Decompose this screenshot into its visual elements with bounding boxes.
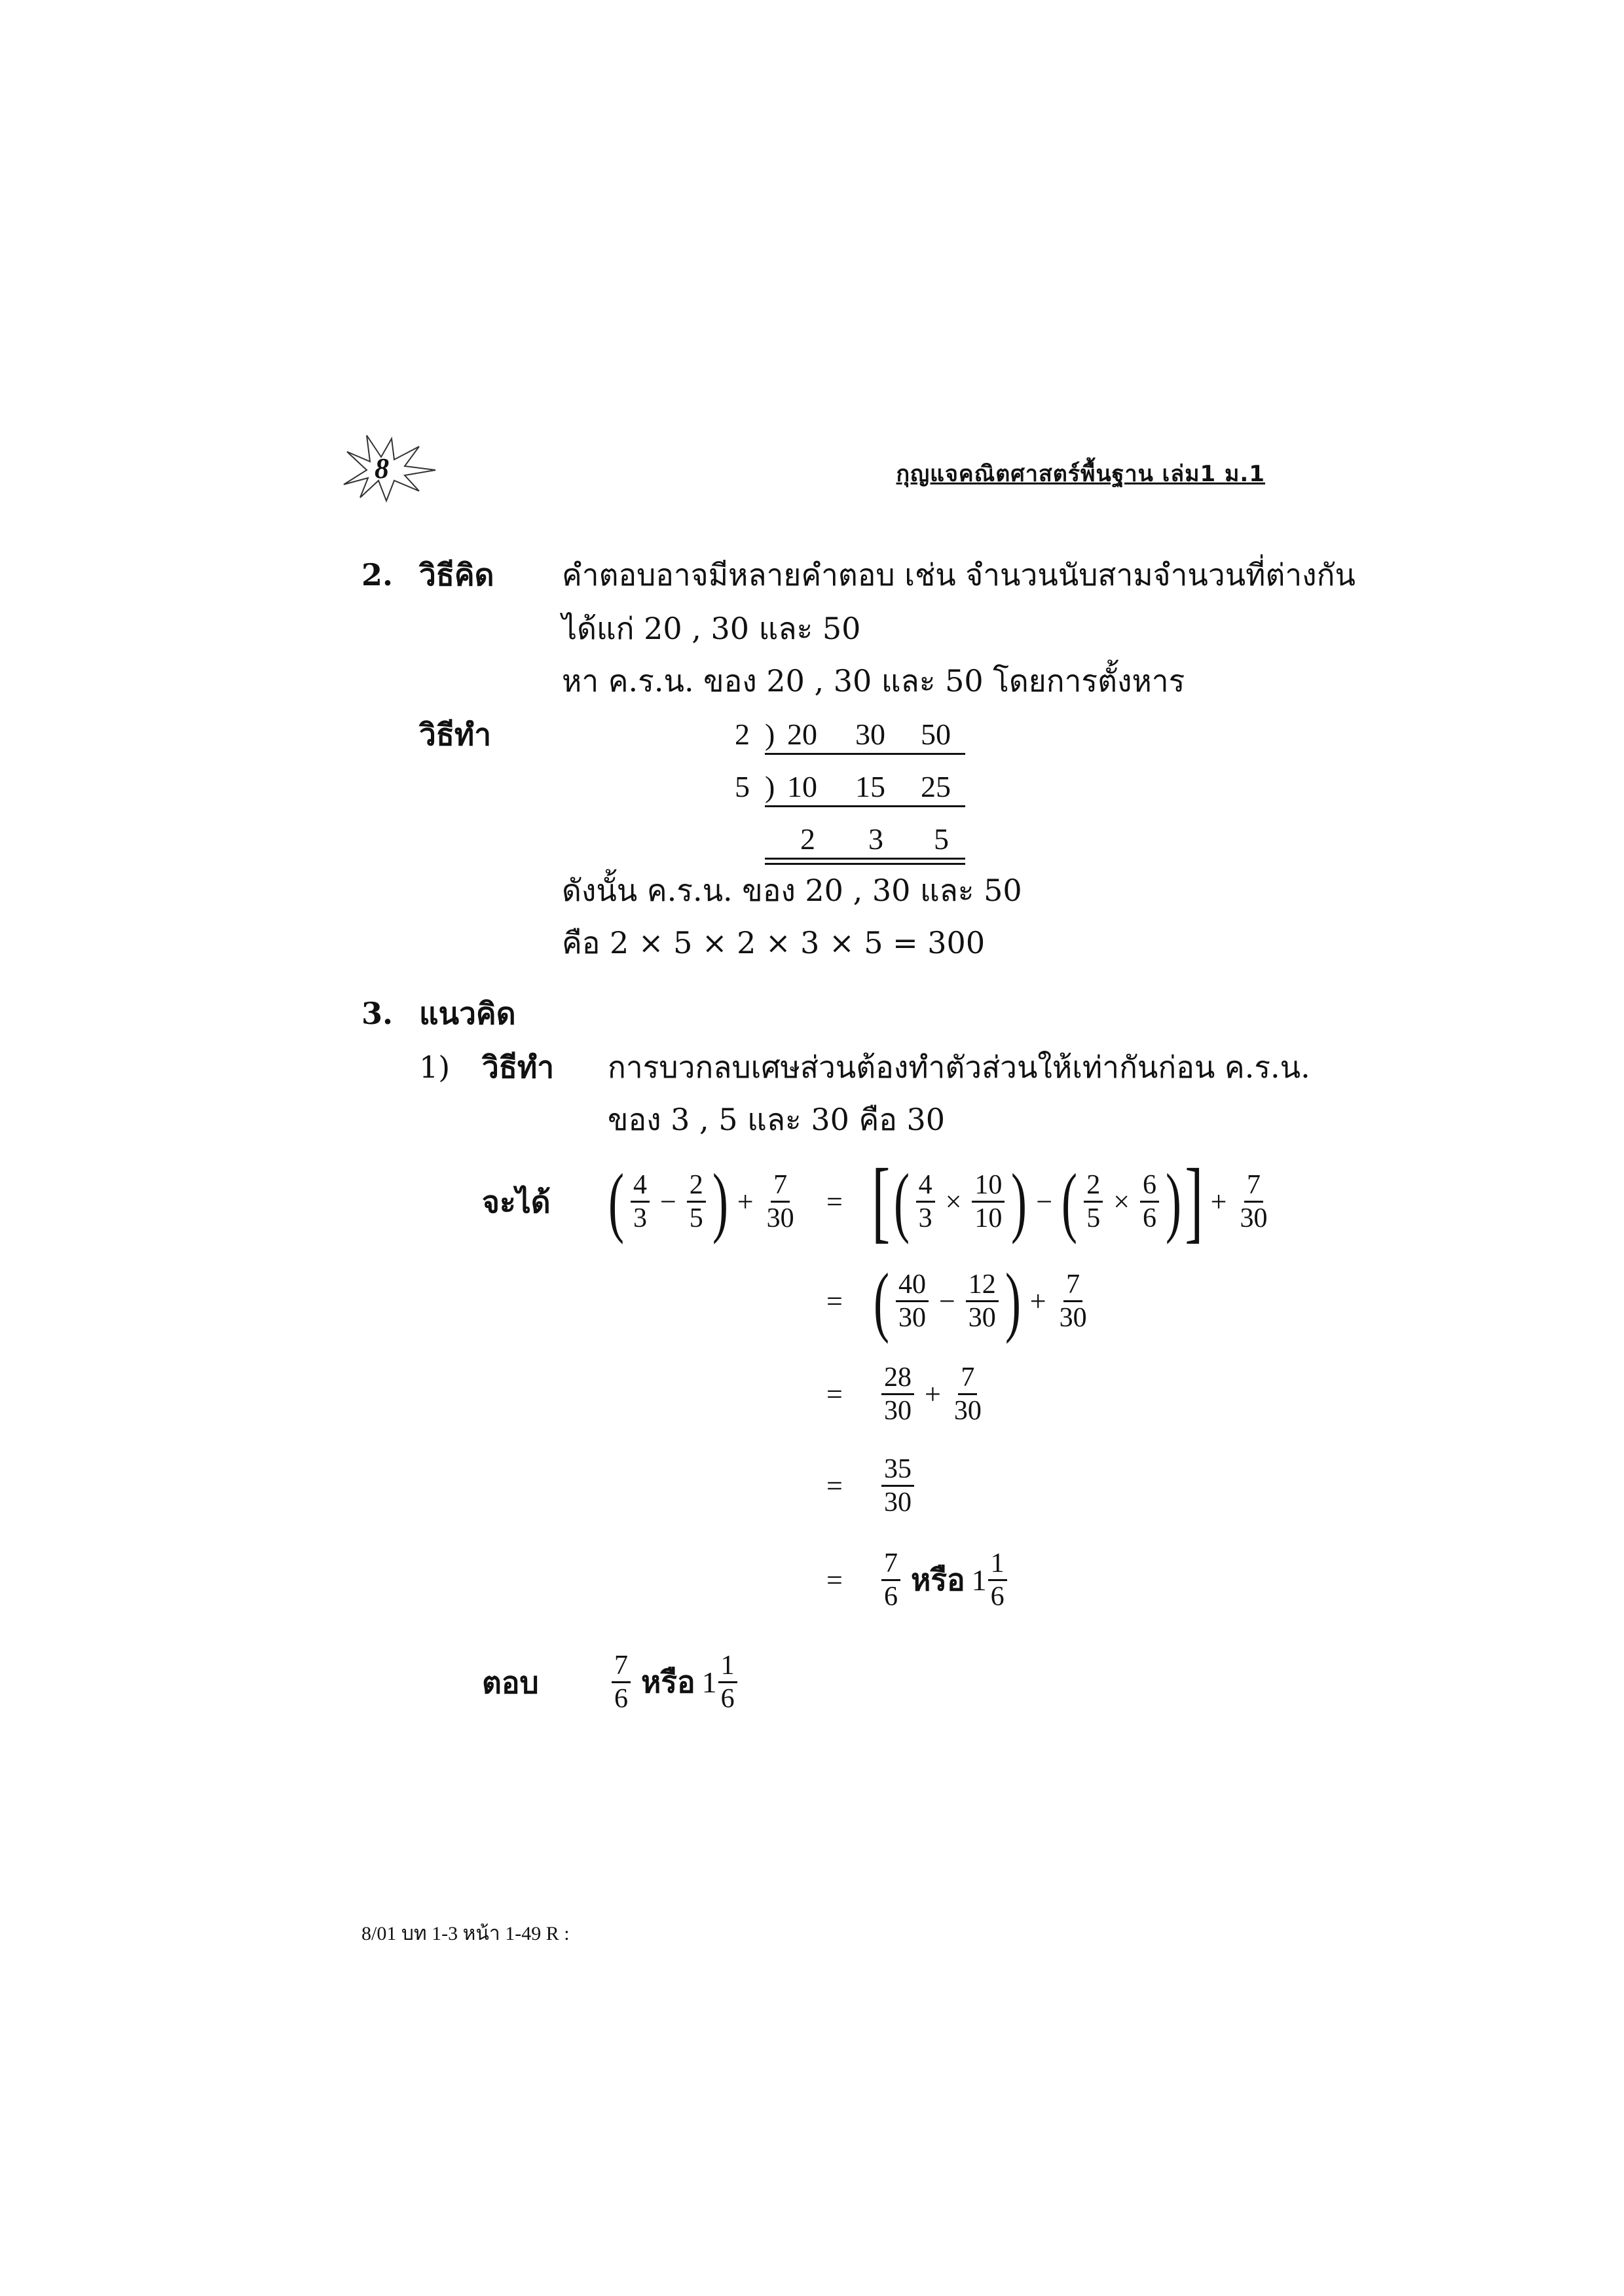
ladder-double-underline <box>765 863 965 865</box>
fraction: $\frac{7}{30}$ <box>1240 1169 1268 1233</box>
equation-step-1 <box>871 1152 1274 1250</box>
equals-sign: = <box>826 1470 843 1502</box>
q2-conclusion-line1: ดังนั้น ค.ร.น. ของ 20 , 30 และ 50 <box>562 873 1022 908</box>
equals-sign: = <box>826 1378 843 1410</box>
fraction: $\frac{35}{30}$ <box>881 1453 914 1518</box>
times-sign: × <box>945 1185 962 1218</box>
ladder-row-3 <box>727 820 976 859</box>
q3-number: 3. <box>361 996 394 1031</box>
ladder-cell: 15 <box>855 770 885 803</box>
paren: ) <box>712 1157 728 1245</box>
plus-sign: + <box>1029 1285 1046 1317</box>
paren: ( <box>1061 1157 1078 1245</box>
fraction: $\frac{4}{3}$ <box>916 1169 935 1234</box>
bracket: ] <box>1185 1150 1204 1252</box>
times-sign: × <box>1113 1185 1130 1218</box>
or-word: หรือ <box>911 1561 965 1597</box>
page-number-burst-icon <box>341 432 439 504</box>
equation-lhs <box>606 1159 801 1244</box>
q2-think-line3: หา ค.ร.น. ของ 20 , 30 และ 50 โดยการตั้งหาร <box>562 663 1185 699</box>
ladder-double-underline <box>765 858 965 860</box>
paren: ( <box>873 1257 889 1344</box>
fraction: $\frac{7}{30}$ <box>766 1169 794 1233</box>
q2-think-line1: คำตอบอาจมีหลายคำตอบ เช่น จำนวนนับสามจำนวนที่ต่างกัน <box>562 557 1356 592</box>
equals-sign: = <box>826 1285 843 1317</box>
ladder-result: 5 <box>934 822 949 856</box>
q3-sub-number: 1) <box>419 1049 451 1085</box>
fraction: $\frac{7}{30}$ <box>1059 1269 1087 1333</box>
paren: ) <box>1005 1257 1021 1344</box>
q2-think-label: วิธีคิด <box>419 557 494 592</box>
ladder-underline <box>765 753 965 755</box>
fraction: $\frac{2}{5}$ <box>1084 1169 1103 1234</box>
ladder-divisor: 2 <box>735 718 750 751</box>
paren: ) <box>1166 1157 1181 1245</box>
ladder-divisor: 5 <box>735 770 750 803</box>
fraction: $\frac{12}{30}$ <box>966 1269 999 1334</box>
equals-sign: = <box>826 1564 843 1596</box>
plus-sign: + <box>925 1377 941 1410</box>
ladder-result: 3 <box>868 822 883 856</box>
ladder-cell: 30 <box>855 718 885 751</box>
mixed-number: 1 $\frac{1}{6}$ <box>972 1548 1011 1613</box>
ladder-row-2 <box>727 767 976 807</box>
fraction: $\frac{40}{30}$ <box>896 1269 929 1334</box>
ladder-cell: 50 <box>921 718 951 751</box>
fraction: $\frac{28}{30}$ <box>881 1362 914 1427</box>
q3-method-line2: ของ 3 , 5 และ 30 คือ 30 <box>608 1102 946 1137</box>
paren: ( <box>893 1157 910 1245</box>
footer-note: 8/01 บท 1-3 หน้า 1-49 R : <box>361 1923 570 1944</box>
answer-label: ตอบ <box>482 1665 539 1700</box>
equation-step-3 <box>877 1358 988 1430</box>
fraction: $\frac{7}{30}$ <box>953 1362 982 1426</box>
ladder-row-1 <box>727 715 976 754</box>
q3-concept-label: แนวคิด <box>419 996 516 1031</box>
fraction: $\frac{2}{5}$ <box>687 1169 706 1234</box>
q2-method-label: วิธีทำ <box>419 717 492 752</box>
ladder-cell: 25 <box>921 770 951 803</box>
minus-sign: − <box>1036 1185 1053 1218</box>
page-number: 8 <box>375 452 389 484</box>
fraction: $\frac{7}{6}$ <box>612 1650 631 1715</box>
equals-sign: = <box>826 1186 843 1218</box>
fraction: $\frac{6}{6}$ <box>1140 1169 1159 1234</box>
paren: ( <box>608 1157 624 1245</box>
ladder-cell: 20 <box>787 718 817 751</box>
q2-number: 2. <box>361 557 394 592</box>
equation-step-4 <box>877 1449 918 1522</box>
minus-sign: − <box>659 1185 676 1218</box>
ladder-cell: 10 <box>787 770 817 803</box>
fraction: $\frac{7}{6}$ <box>881 1548 900 1613</box>
plus-sign: + <box>737 1185 754 1218</box>
equation-step-5 <box>877 1544 1011 1616</box>
q2-think-line2: ได้แก่ 20 , 30 และ 50 <box>562 611 861 646</box>
paren: ) <box>1011 1157 1027 1245</box>
ladder-bracket: ) <box>765 718 775 751</box>
fraction: $\frac{4}{3}$ <box>631 1169 650 1234</box>
q2-conclusion-line2: คือ 2 × 5 × 2 × 3 × 5 = 300 <box>562 925 986 960</box>
mixed-number: 1 $\frac{1}{6}$ <box>702 1650 741 1715</box>
ladder-underline <box>765 805 965 807</box>
plus-sign: + <box>1210 1185 1227 1218</box>
equation-step-2 <box>871 1258 1094 1343</box>
or-word: หรือ <box>641 1664 695 1700</box>
ladder-bracket: ) <box>765 770 775 803</box>
bracket: [ <box>872 1150 891 1252</box>
running-title: กุญแจคณิตศาสตร์พื้นฐาน เล่ม1 ม.1 <box>896 461 1265 487</box>
q3-method-label: วิธีทำ <box>482 1049 555 1085</box>
q3-get-label: จะได้ <box>482 1184 551 1220</box>
minus-sign: − <box>938 1285 955 1317</box>
q3-method-line1: การบวกลบเศษส่วนต้องทำตัวส่วนให้เท่ากันก่อน ค.ร.น. <box>608 1049 1310 1085</box>
ladder-result: 2 <box>800 822 815 856</box>
fraction: $\frac{10}{10}$ <box>972 1169 1005 1234</box>
answer-value <box>608 1646 741 1718</box>
